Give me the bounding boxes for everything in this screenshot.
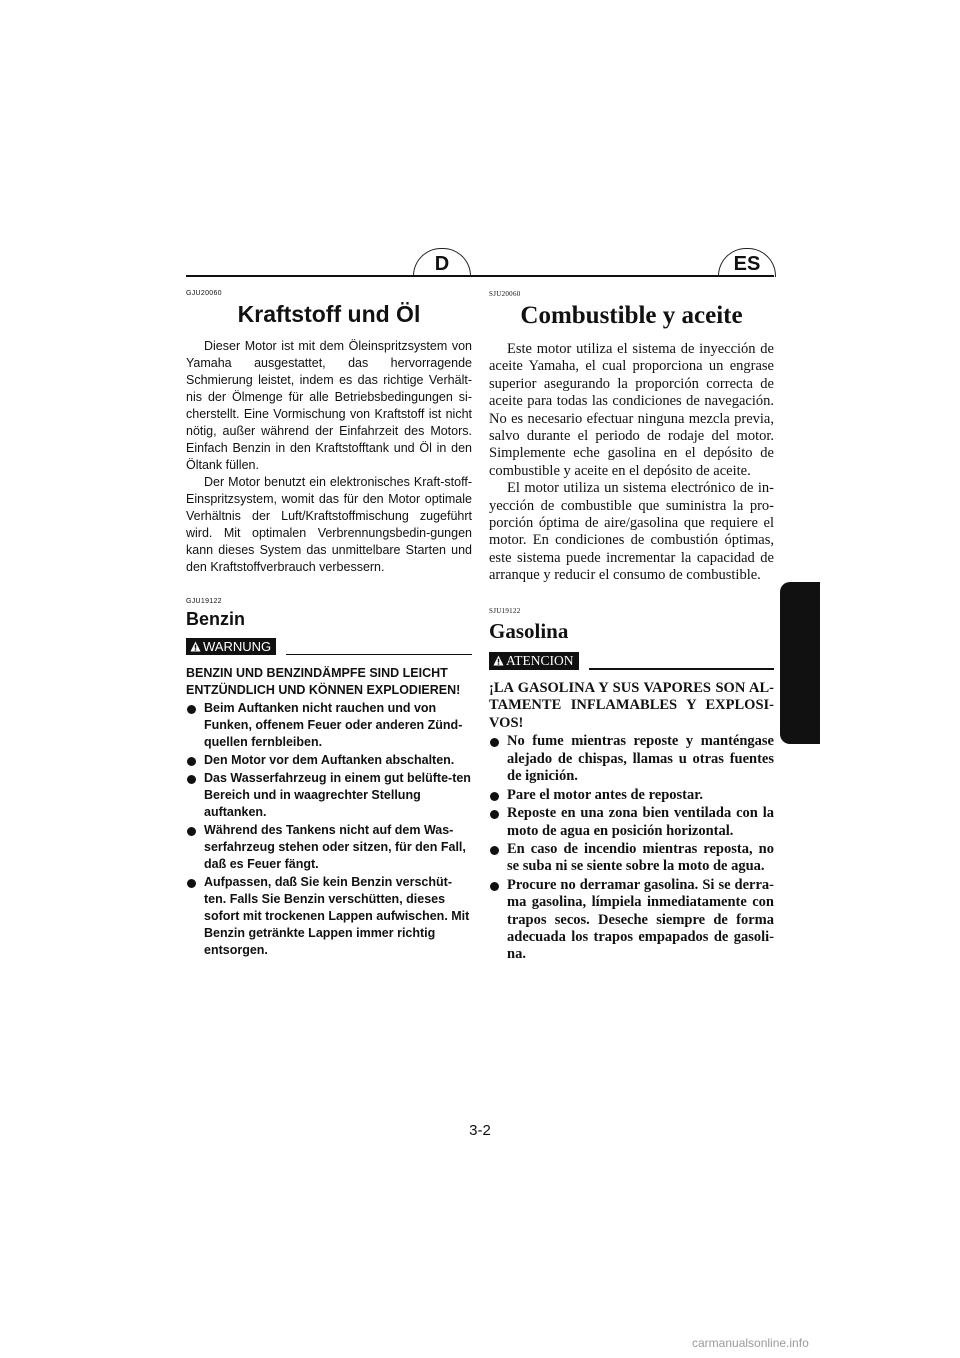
list-item-text: Den Motor vor dem Auftanken abschalten. — [204, 753, 455, 767]
list-item-text: En caso de incendio mientras reposta, no se suba ni se siente sobre la moto de agua. — [507, 840, 774, 875]
section-code: GJU20060 — [186, 290, 222, 297]
warning-rule — [589, 668, 775, 670]
bullet-icon — [187, 757, 196, 766]
list-item-text: Das Wasserfahrzeug in einem gut belüfte-ten Bereich und in waagrechter Stellung auftanken. — [204, 771, 471, 819]
list-item-text: Während des Tankens nicht auf dem Was-serfahrzeug stehen oder sitzen, für den Fall, daß es Feuer fängt. — [204, 823, 466, 871]
list-item-text: Reposte en una zona bien ventilada con la moto de agua en posición horizontal. — [507, 805, 774, 839]
subsection-title: Benzin — [186, 609, 246, 629]
list-item — [489, 877, 774, 964]
bullet-icon — [187, 879, 196, 888]
paragraph: Der Motor benutzt ein elektronisches Kraft-stoff-Einspritzsystem, womit das für den Motor optimale Verhältnis der Luft/Kraftstoffmischung zugeführt wird. Mit optimalen Verbrennungsbedin-gungen kann dieses System das unmittelbare Starten und den Kraftstoffverbrauch verbessern. — [186, 475, 472, 574]
section-code: SJU19122 — [489, 606, 521, 615]
list-item — [489, 805, 774, 840]
list-item-text: Beim Auftanken nicht rauchen und von Funken, offenem Feuer oder anderen Zünd-quellen fernbleiben. — [204, 701, 463, 749]
warning-lead: BENZIN UND BENZINDÄMPFE SIND LEICHT ENTZÜNDLICH UND KÖNNEN EXPLODIEREN! — [186, 666, 461, 697]
bullet-icon — [490, 792, 499, 801]
list-item — [186, 700, 472, 751]
warning-label-text: WARNUNG — [203, 639, 272, 654]
paragraph: El motor utiliza un sistema electrónico de in-yección de combustible que suministra la pro-porción óptima de aire/gasolina que requiere el motor. En condiciones de combustión óptimas, este sistema puede incrementar la capacidad de arranque y reducir el consumo de combustible. — [489, 480, 774, 584]
list-item — [186, 874, 472, 959]
warning-header — [489, 652, 774, 670]
bullet-icon — [187, 775, 196, 784]
warning-label — [489, 652, 579, 670]
bullet-icon — [187, 827, 196, 836]
bullet-icon — [490, 846, 499, 855]
list-item — [186, 770, 472, 821]
language-badge-d: D — [413, 248, 471, 277]
bullet-icon — [490, 810, 499, 819]
header-rule — [186, 275, 774, 277]
paragraph: Este motor utiliza el sistema de inyección de aceite Yamaha, el cual proporciona un engrase superior asegurando la proporción correcta de aceite para todas las condiciones de navegación. No es necesario efectuar ninguna mezcla previa, salvo durante el periodo de rodaje del motor. Simplemente eche gasolina en el depósito de combustible y aceite en el depósito de aceite. — [489, 341, 774, 479]
bullet-icon — [490, 882, 499, 891]
chapter-side-tab — [780, 582, 820, 744]
page-number: 3-2 — [469, 1122, 491, 1139]
list-item — [489, 841, 774, 876]
section-code: GJU19122 — [186, 598, 222, 605]
subsection-title: Gasolina — [489, 618, 569, 643]
list-item — [489, 787, 774, 804]
section-title: Combustible y aceite — [520, 302, 743, 329]
list-item — [186, 822, 472, 873]
language-badge-es: ES — [718, 248, 776, 277]
list-item-text: Pare el motor antes de repostar. — [507, 786, 703, 803]
warning-label-text: ATENCION — [506, 652, 574, 668]
watermark: carmanualsonline.info — [692, 1336, 809, 1350]
warning-lead: ¡LA GASOLINA Y SUS VAPORES SON AL-TAMENTE INFLAMABLES Y EXPLOSI-VOS! — [489, 679, 774, 731]
bullet-icon — [490, 738, 499, 747]
warning-label — [186, 638, 276, 655]
list-item-text: Aufpassen, daß Sie kein Benzin verschüt-ten. Falls Sie Benzin verschütten, dieses sofort mit trockenen Lappen aufwischen. Mit Benzin getränkte Lappen immer richtig entsorgen. — [204, 875, 470, 957]
warning-list — [489, 733, 774, 963]
warning-triangle-icon — [493, 655, 504, 666]
list-item-text: Procure no derramar gasolina. Si se derra-ma gasolina, límpiela inmediatamente con trapos secos. Deseche siempre de forma adecuada los trapos empapados de gasoli-na. — [507, 876, 774, 963]
list-item — [489, 733, 774, 785]
section-code: SJU20060 — [489, 290, 521, 298]
warning-header — [186, 638, 472, 655]
section-title: Kraftstoff und Öl — [237, 301, 421, 327]
warning-rule — [286, 654, 472, 656]
german-column — [186, 290, 472, 960]
list-item — [186, 752, 472, 769]
paragraph: Dieser Motor ist mit dem Öleinspritzsystem von Yamaha ausgestattet, das hervorragende Schmierung leistet, indem es das richtige Verhält-nis der Ölmenge für alle Betriebsbedingungen si-cherstellt. Eine Vormischung von Kraftstoff ist nicht nötig, außer während der Einfahrzeit des Motors. Einfach Benzin in den Kraftstofftank und Öl in den Öltank füllen. — [186, 339, 472, 472]
list-item-text: No fume mientras reposte y manténgase alejado de chispas, llamas u otras fuentes de ignición. — [507, 733, 774, 785]
warning-triangle-icon — [190, 641, 201, 652]
warning-list — [186, 700, 472, 959]
bullet-icon — [187, 705, 196, 714]
spanish-column — [489, 290, 774, 965]
